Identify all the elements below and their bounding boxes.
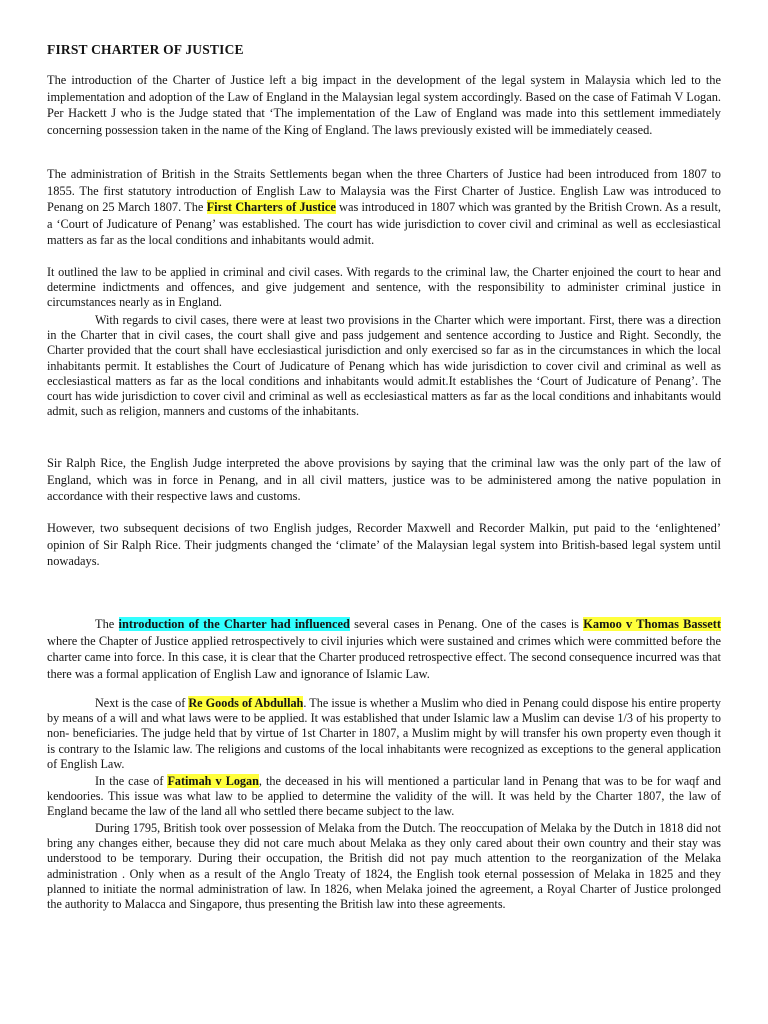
text-segment: In the case of [95,774,168,788]
text-segment: The administration of British in the Straits Settlements began when the three Charters of Justice had been introduced from 1807 to 1855. The first statutory introduction of English Law to Malaysia was the First Charter of Justice. English Law was introduced to Penang on 25 March 1807. The [47,167,721,215]
paragraph-kamoo-case [47,616,721,682]
paragraph-intro: The introduction of the Charter of Justice left a big impact in the development of the legal system in Malaysia which led to the implementation and adoption of the Law of England in the Malaysian legal system accordingly. Based on the case of Fatimah V Logan. Per Hackett J who is the Judge stated that ‘The implementation of the Law of England was made into this settlement immediately concerning possession taken in the name of the King of England. The laws previously existed will be immediately ceased. [47,73,721,137]
paragraph-re-goods-abdullah [47,696,721,772]
paragraph-melaka: During 1795, British took over possession of Melaka from the Dutch. The reoccupation of Melaka by the Dutch in 1818 did not bring any changes either, because they did not care much about Melaka as they only cared about their own country and their stay was understood to be temporary. During their occupation, the British did not pay much attention to the reorganization of the Melaka administration . Only when as a result of the Anglo Treaty of 1824, the English took eternal possession of Melaka in 1825 and they planned to initiate the normal administration of law. In 1826, when Melaka joined the agreement, a Royal Charter of Justice prolonged the authority to Malacca and Singapore, thus presenting the British law into these agreements. [47,821,721,912]
document-title: FIRST CHARTER OF JUSTICE [47,42,244,57]
text-segment: The [95,617,119,631]
text-segment: several cases in Penang. One of the cases is [349,617,584,631]
paragraph-criminal-law: It outlined the law to be applied in criminal and civil cases. With regards to the criminal law, the Charter enjoined the court to hear and determine indictments and offences, and give judgement and sentence, with the responsibility to administer criminal justice in circumstances nearly as in England. [47,265,721,310]
text-segment: . The issue is whether a Muslim who died in Penang could dispose his entire property by means of a will and what laws were to be applied. It was established that under Islamic law a Muslim can devise 1/3 of his property to non- beneficiaries. The judge held that by virtue of 1st Charter in 1807, a Muslim might by will transfer his own property even though it is contrary to the Islamic law. The religions and customs of the local inhabitants were recognized as exceptions to the general application of English Law. [47,696,721,771]
paragraph-fatimah-logan [47,774,721,820]
paragraph-ralph-rice: Sir Ralph Rice, the English Judge interpreted the above provisions by saying that the criminal law was the only part of the law of England, which was in force in Penang, and in all civil matters, justice was to be administered among the native population in accordance with their respective laws and customs. [47,456,721,504]
highlighted-case-name: Kamoo v Thomas Bassett [583,617,722,631]
text-segment: where the Chapter of Justice applied retrospectively to civil injuries which were sustained and crimes which were committed before the charter came into force. In this case, it is clear that the Charter produced retrospective effect. The second consequence incurred was that there was a formal application of English Law and ignorance of Islamic Law. [47,633,721,681]
paragraph-administration [47,166,721,249]
text-segment: , the deceased in his will mentioned a particular land in Penang that was to be for waqf and kendoories. This issue was what law to be applied to determine the validity of the will. It was held by the Charter 1807, the law of England became the law of the land all who settled there became subject to the law. [47,774,721,819]
highlighted-case-name: Re Goods of Abdullah [188,696,304,710]
highlighted-case-name: Fatimah v Logan [167,774,259,788]
highlighted-text-cyan: introduction of the Charter had influenced [118,617,350,631]
highlighted-text: First Charters of Justice [206,200,336,215]
text-segment: was introduced in 1807 which was granted by the British Crown. As a result, a ‘Court of Judicature of Penang’ was established. The court has wide jurisdiction to cover civil and criminal as well as ecclesiastical matters as far as the local conditions and inhabitants would admit. [47,200,721,248]
paragraph-subsequent-decisions: However, two subsequent decisions of two English judges, Recorder Maxwell and Recorder Malkin, put paid to the ‘enlightened’ opinion of Sir Ralph Rice. Their judgments changed the ‘climate’ of the Malaysian legal system into British-based legal system until nowadays. [47,521,721,569]
paragraph-civil-cases: With regards to civil cases, there were at least two provisions in the Charter which were important. First, there was a direction in the Charter that in civil cases, the court shall give and pass judgement and sentence according to Justice and Right. Secondly, the Charter provided that the court shall have ecclesiastical jurisdiction and only exercised so far as in the circumstances in which the local inhabitants permit. It establishes the Court of Judicature of Penang which has wide jurisdiction to cover civil and criminal as well as ecclesiastical matters as far as the local conditions and inhabitants would admit.It establishes the ‘Court of Judicature of Penang’. The court has wide jurisdiction to cover civil and criminal as well as ecclesiastical matters as far as the local conditions and inhabitants would admit, such as religion, manners and customs of the inhabitants. [47,313,721,419]
text-segment: Next is the case of [95,696,189,710]
